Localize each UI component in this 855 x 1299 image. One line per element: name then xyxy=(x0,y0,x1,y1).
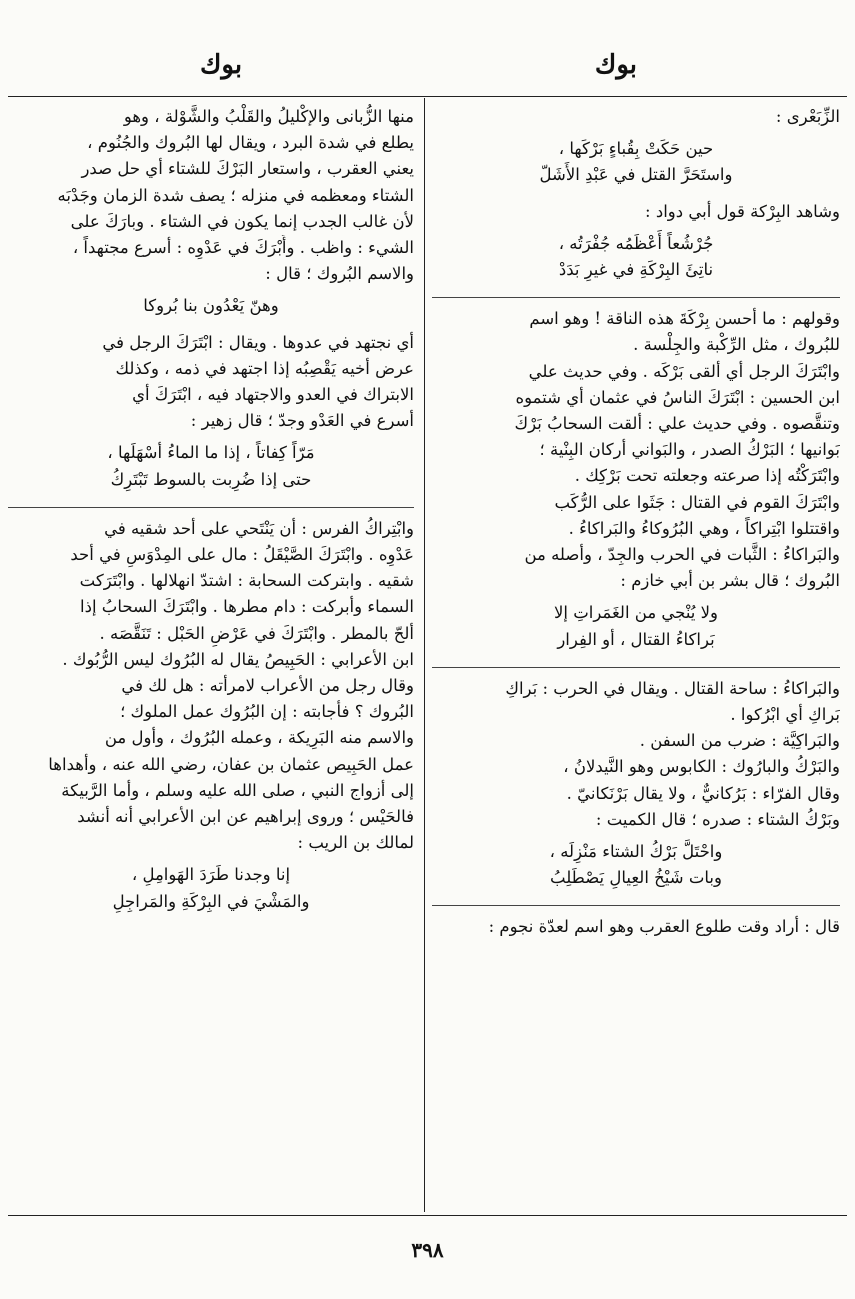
text-line: السماء وأبركت : دام مطرها . وابْتَرَكَ السحابُ إذا xyxy=(80,597,414,617)
text-line: البُروك ؟ فأجابته : إن البُرُوك عمل الملوك ؛ xyxy=(120,702,414,722)
page-number: ٣٩٨ xyxy=(411,1238,444,1262)
text-line: أسرع في العَدْو وجدّ ؛ قال زهير : xyxy=(190,411,414,431)
text-line: وقولهم : ما أحسن بِرْكَةَ هذه الناقة ! وهو اسم xyxy=(529,309,840,329)
text-line: قال : أراد وقت طلوع العقرب وهو اسم لعدّة نجوم : xyxy=(488,917,840,937)
text-line: واقتتلوا ابْتِراكاً ، وهي البُرُوكاءُ والبَراكاءُ . xyxy=(568,518,840,538)
text-line: ألحّ بالمطر . وابْتَرَكَ في عَرْضِ الحَبْل : تَنَقَّصَه . xyxy=(99,623,414,643)
verse-line: ولا يُنْجي من الغَمَراتِ إلا xyxy=(553,603,719,623)
verse-line: إنا وجدنا طَرَدَ الهَوامِلِ ، xyxy=(131,865,291,885)
verse-line: والمَشْيَ في البِرْكَةِ والمَراجِلِ xyxy=(112,891,310,911)
bottom-rule xyxy=(8,1215,847,1216)
text-line: وقال الفرّاء : بَرُكانيٌّ ، ولا يقال بَرْنَكانيّ . xyxy=(566,783,840,803)
header-left-headword: بوك xyxy=(200,50,243,80)
text-line: والبَراكاءُ : ساحة القتال . ويقال في الحرب : بَراكِ xyxy=(505,678,840,698)
text-line: للبُروك ، مثل الرِّكْبة والجِلْسة . xyxy=(633,335,840,355)
verse-line: جُرْشُعاً أَعْظَمُه جُفْرَتُه ، xyxy=(558,233,714,253)
text-line: الشتاء ومعظمه في منزله ؛ يصف شدة الزمان وجَدْبَه xyxy=(57,185,414,205)
verse-line: واستَحَرَّ القتل في عَبْدِ الأَشَلّ xyxy=(539,165,733,185)
text-line: وشاهد البِرْكة قول أبي دواد : xyxy=(645,201,840,221)
verse-line: حين حَكَتْ بِقُباءٍ بَرْكَها ، xyxy=(558,139,714,159)
text-line: بَراكِ أي ابْرُكوا . xyxy=(730,705,840,725)
text-line: والبَراكِيَّة : ضرب من السفن . xyxy=(639,731,840,751)
verse-line: حتى إذا ضُرِبت بالسوط تَبْتَرِكُ xyxy=(110,469,312,489)
text-line: عرض أخيه يَقْصِبُه إذا اجتهد في ذمه ، وكذلك xyxy=(115,358,414,378)
verse-separator xyxy=(432,905,840,906)
column-divider xyxy=(424,98,425,1212)
text-line: عمل الحَبِيص عثمان بن عفان، رضي الله عنه ، وأهداها xyxy=(48,754,414,774)
verse-line: وبات شَيْخُ العِيالِ يَصْطَلِبُ xyxy=(550,868,722,888)
header-right-headword: بوك xyxy=(594,50,637,80)
verse-separator xyxy=(432,667,840,668)
text-line: وابْتِراكُ الفرس : أن يَنْتَحي على أحد شقيه في xyxy=(104,518,414,538)
text-line: والبَراكاءُ : الثَّبات في الحرب والجِدّ ، وأصله من xyxy=(524,545,840,565)
verse-line: ناتِئَ البِرْكَةِ في غيرِ بَدَدْ xyxy=(558,260,714,280)
text-line: يعني العقرب ، واستعار البَرْكَ للشتاء أي حل صدر xyxy=(81,159,414,179)
text-line: البُروك ؛ قال بشر بن أبي خازم : xyxy=(620,571,840,591)
text-line: والاسم منه البَرِيكة ، وعمله البُرُوك ، وأول من xyxy=(104,728,414,748)
text-line: لأن غالب الجدب إنما يكون في الشتاء . وبارَكَ على xyxy=(70,211,414,231)
text-line: يطلع في شدة البرد ، ويقال لها البُروك والجُنُوم ، xyxy=(87,133,414,153)
text-line: وقال رجل من الأعراب لامرأته : هل لك في xyxy=(121,676,414,696)
text-line: شقيه . وابتركت السحابة : اشتدّ انهلالها . وابْتَرَكت xyxy=(79,571,414,591)
text-line: ابن الأعرابي : الحَبِيصُ يقال له البُرُوك ليس الرُّبُوك . xyxy=(62,649,414,669)
text-line: عَدْوِه . وابْتَرَكَ الصَّيْقَلُ : مال على المِدْوَسِ في أحد xyxy=(70,545,414,565)
text-line: وابْتَرَكَ القوم في القتال : جَثَوا على الرُّكَب xyxy=(554,492,840,512)
text-line: بَوانيها ؛ البَرْكُ الصدر ، والبَواني أركان البِنْية ؛ xyxy=(539,440,840,460)
verse-separator xyxy=(432,297,840,298)
text-line: فالحَيْس ؛ وروى إبراهيم عن ابن الأعرابي أنه أنشد xyxy=(77,807,414,827)
verse-line: واحْتَلَّ بَرْكُ الشتاء مَنْزِلَه ، xyxy=(549,842,723,862)
text-line: وابْتَرَكَ الرجل أي ألقى بَرْكَه . وفي حديث علي xyxy=(528,361,840,381)
text-line: الزِّبَعْرى : xyxy=(775,107,840,126)
text-line: أي نجتهد في عدوها . ويقال : ابْتَرَكَ الرجل في xyxy=(102,332,414,352)
text-line: منها الزُّبانى والإكْليلُ والقَلْبُ والشَّوْلة ، وهو xyxy=(123,107,414,126)
page-header xyxy=(0,50,855,90)
text-line: وبَرْكُ الشتاء : صدره ؛ قال الكميت : xyxy=(595,809,840,829)
text-line: وتنقَّصوه . وفي حديث علي : ألقت السحابُ بَرْكَ xyxy=(514,414,840,434)
verse-line: مَرّاً كِفاتاً ، إذا ما الماءُ أسْهَلَها ، xyxy=(107,443,315,463)
text-line: والاسم البُروك ؛ قال : xyxy=(265,264,414,284)
verse-line: وهنّ يَعْدُون بنا بُروكا xyxy=(143,296,279,316)
text-line: والبَرْكُ والبارُوك : الكابوس وهو النَّيدلانُ ، xyxy=(563,757,840,777)
verse-separator xyxy=(8,507,414,508)
top-rule xyxy=(8,96,847,97)
right-column xyxy=(432,104,840,941)
text-line: الابتراك في العدو والاجتهاد فيه ، ابْتَرَكَ أي xyxy=(132,385,414,405)
left-column xyxy=(8,104,414,925)
text-line: ابن الحسين : ابْتَرَكَ الناسُ في عثمان أي شتموه xyxy=(515,387,840,407)
verse-line: بَراكاءُ القتال ، أو الفِرار xyxy=(557,629,715,649)
text-line: الشيء : واظب . وأَبْرَكَ في عَدْوِه : أسرع مجتهداً ، xyxy=(72,238,414,258)
text-line: لمالك بن الريب : xyxy=(297,833,414,853)
text-line: إلى أزواج النبي ، صلى الله عليه وسلم ، وأما الرَّبيكة xyxy=(61,780,414,800)
text-line: وابْتَرَكْتُه إذا صرعته وجعلته تحت بَرْكِك . xyxy=(574,466,840,486)
